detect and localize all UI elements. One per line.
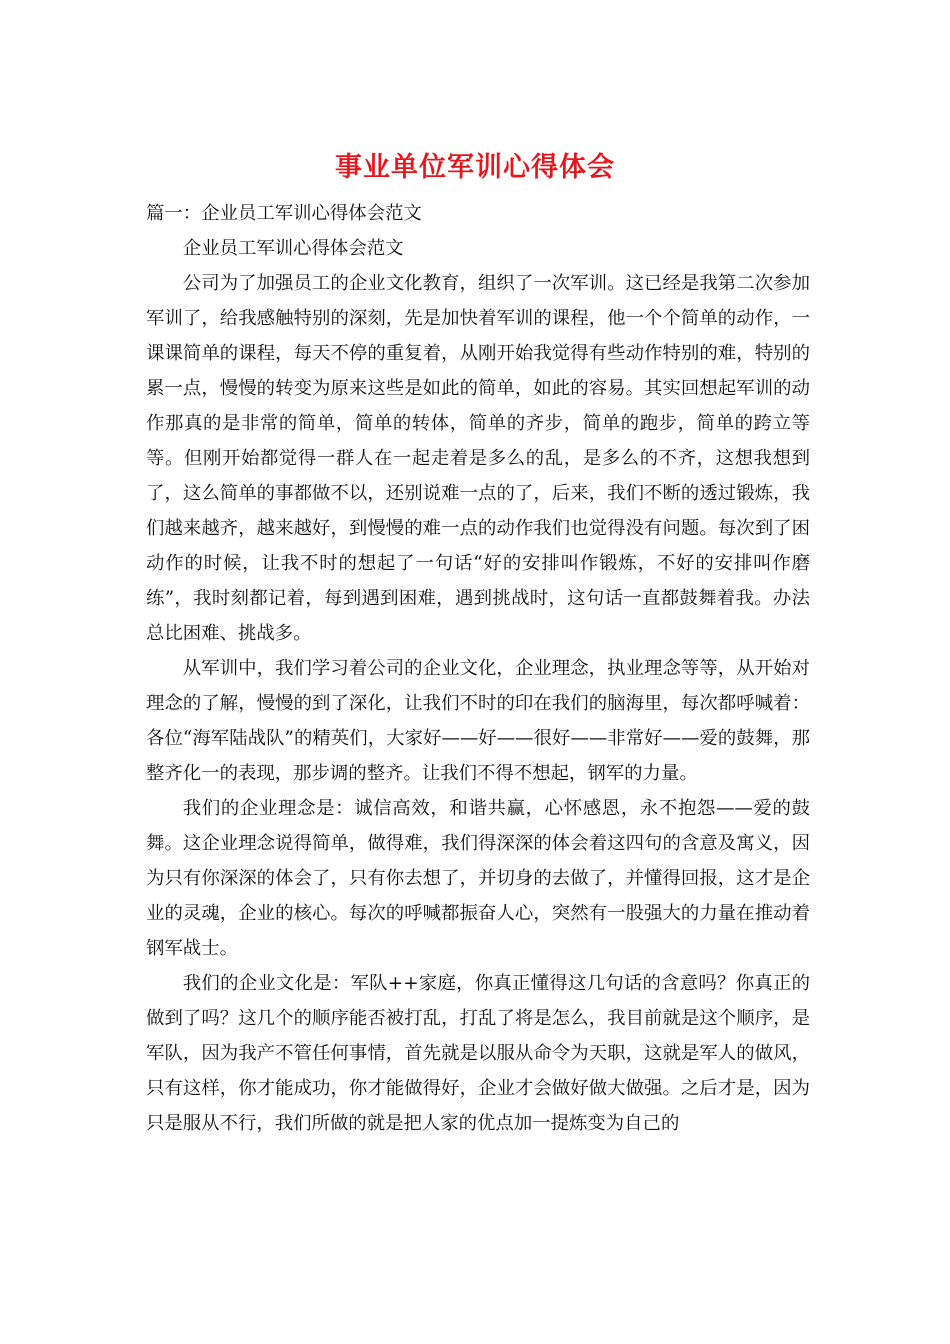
paragraph-1: 公司为了加强员工的企业文化教育，组织了一次军训。这已经是我第二次参加军训了，给我感触特别的深刻，先是加快着军训的课程，他一个个简单的动作，一课课简单的课程，每天不停的重复着，从刚开始我觉得有些动作特别的难，特别的累一点，慢慢的转变为原来这些是如此的简单，如此的容易。其实回想起军训的动作那真的是非常的简单，简单的转体，简单的齐步，简单的跑步，简单的跨立等等。但刚开始都觉得一群人在一起走着是多么的乱，是多么的不齐，这想我想到了，这么简单的事都做不以，还别说难一点的了，后来，我们不断的透过锻炼，我们越来越齐，越来越好，到慢慢的难一点的动作我们也觉得没有问题。每次到了困动作的时候，让我不时的想起了一句话“好的安排叫作锻炼，不好的安排叫作磨练”，我时刻都记着，每到遇到困难，遇到挑战时，这句话一直都鼓舞着我。办法总比困难、挑战多。 bbox=[146, 273, 810, 644]
document-title: 事业单位军训心得体会 bbox=[335, 152, 615, 183]
paragraph-3: 我们的企业理念是：诚信高效，和谐共赢，心怀感恩，永不抱怨——爱的鼓舞。这企业理念说得简单，做得难，我们得深深的体会着这四句的含意及寓义，因为只有你深深的体会了，只有你去想了，并切身的去做了，并懂得回报，这才是企业的灵魂，企业的核心。每次的呼喊都振奋人心，突然有一股强大的力量在推动着钢军战士。 bbox=[146, 798, 810, 959]
subtitle: 企业员工军训心得体会范文 bbox=[182, 238, 404, 259]
section-heading: 篇一：企业员工军训心得体会范文 bbox=[146, 203, 422, 224]
paragraph-2: 从军训中，我们学习着公司的企业文化，企业理念，执业理念等等，从开始对理念的了解，慢慢的到了深化，让我们不时的印在我们的脑海里，每次都呼喊着：各位“海军陆战队”的精英们，大家好——好——很好——非常好——爱的鼓舞，那整齐化一的表现，那步调的整齐。让我们不得不想起，钢军的力量。 bbox=[146, 658, 810, 784]
document-body bbox=[146, 196, 810, 1141]
paragraph-4: 我们的企业文化是：军队++家庭，你真正懂得这几句话的含意吗？你真正的做到了吗？这几个的顺序能否被打乱，打乱了将是怎么，我目前就是这个顺序，是军队，因为我产不管任何事情，首先就是以服从命令为天职，这就是军人的做风，只有这样，你才能成功，你才能做得好，企业才会做好做大做强。之后才是，因为只是服从不行，我们所做的就是把人家的优点加一提炼变为自己的 bbox=[146, 973, 810, 1134]
